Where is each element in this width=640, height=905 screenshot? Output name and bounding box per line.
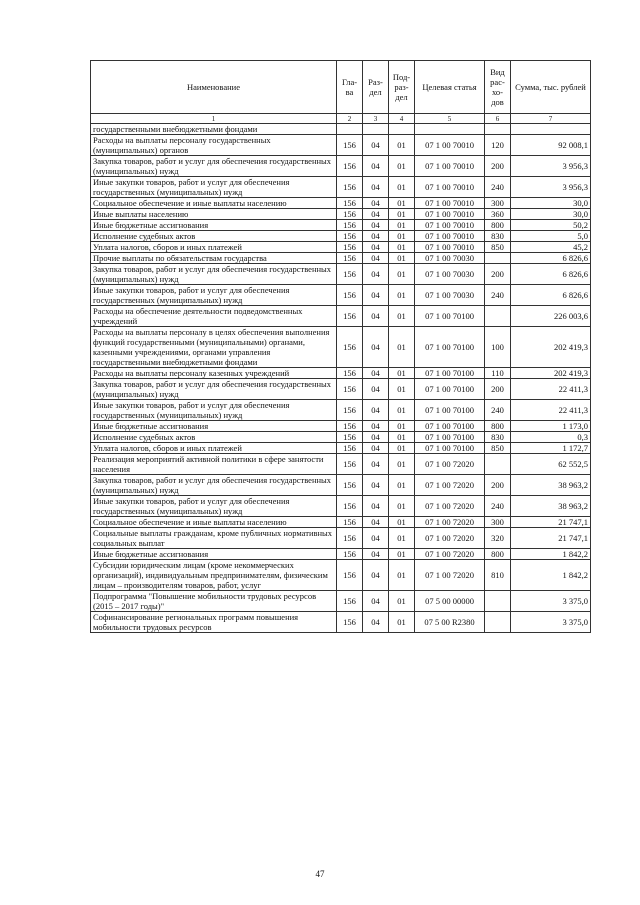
header-podrazdel: Под-раз-дел	[389, 61, 415, 114]
cell-statya: 07 1 00 70010	[415, 242, 485, 253]
cell-glava: 156	[337, 209, 363, 220]
cell-podrazdel: 01	[389, 306, 415, 327]
cell-vid: 810	[485, 560, 511, 591]
cell-razdel: 04	[363, 209, 389, 220]
cell-podrazdel: 01	[389, 379, 415, 400]
cell-name: Иные закупки товаров, работ и услуг для обеспечения государственных (муниципальных) нужд	[91, 496, 337, 517]
column-number: 5	[415, 114, 485, 124]
cell-vid: 800	[485, 220, 511, 231]
cell-statya: 07 1 00 70100	[415, 327, 485, 368]
cell-statya: 07 1 00 70010	[415, 209, 485, 220]
cell-statya: 07 1 00 70010	[415, 135, 485, 156]
cell-statya: 07 1 00 70010	[415, 156, 485, 177]
column-number: 4	[389, 114, 415, 124]
table-row	[91, 379, 591, 400]
cell-razdel: 04	[363, 177, 389, 198]
cell-glava: 156	[337, 253, 363, 264]
cell-razdel: 04	[363, 156, 389, 177]
cell-vid: 300	[485, 517, 511, 528]
cell-vid: 240	[485, 285, 511, 306]
cell-statya: 07 1 00 70100	[415, 368, 485, 379]
cell-glava: 156	[337, 475, 363, 496]
cell-glava: 156	[337, 177, 363, 198]
cell-razdel: 04	[363, 421, 389, 432]
cell-sum: 22 411,3	[511, 400, 591, 421]
cell-vid: 200	[485, 156, 511, 177]
cell-razdel: 04	[363, 443, 389, 454]
table-row	[91, 306, 591, 327]
cell-sum: 22 411,3	[511, 379, 591, 400]
cell-vid: 830	[485, 432, 511, 443]
cell-sum: 21 747,1	[511, 528, 591, 549]
cell-sum: 1 842,2	[511, 560, 591, 591]
table-row	[91, 496, 591, 517]
cell-statya: 07 5 00 00000	[415, 591, 485, 612]
cell-glava: 156	[337, 517, 363, 528]
cell-podrazdel: 01	[389, 242, 415, 253]
cell-statya: 07 1 00 70100	[415, 400, 485, 421]
cell-name: Иные бюджетные ассигнования	[91, 421, 337, 432]
cell-sum: 3 375,0	[511, 612, 591, 633]
table-row	[91, 124, 591, 135]
cell-vid: 240	[485, 177, 511, 198]
cell-razdel: 04	[363, 612, 389, 633]
cell-glava: 156	[337, 443, 363, 454]
cell-name: Исполнение судебных актов	[91, 231, 337, 242]
column-number: 7	[511, 114, 591, 124]
cell-sum: 202 419,3	[511, 327, 591, 368]
table-row	[91, 264, 591, 285]
cell-vid	[485, 306, 511, 327]
cell-podrazdel: 01	[389, 400, 415, 421]
cell-razdel: 04	[363, 198, 389, 209]
cell-razdel: 04	[363, 306, 389, 327]
cell-statya: 07 5 00 R2380	[415, 612, 485, 633]
cell-statya: 07 1 00 72020	[415, 560, 485, 591]
cell-podrazdel: 01	[389, 264, 415, 285]
table-row	[91, 517, 591, 528]
cell-podrazdel: 01	[389, 443, 415, 454]
cell-podrazdel: 01	[389, 209, 415, 220]
cell-statya: 07 1 00 70100	[415, 306, 485, 327]
cell-name: Социальное обеспечение и иные выплаты населению	[91, 517, 337, 528]
cell-podrazdel: 01	[389, 198, 415, 209]
cell-name: Расходы на обеспечение деятельности подведомственных учреждений	[91, 306, 337, 327]
cell-name: Расходы на выплаты персоналу государственных (муниципальных) органов	[91, 135, 337, 156]
cell-glava: 156	[337, 198, 363, 209]
cell-vid	[485, 591, 511, 612]
cell-statya: 07 1 00 72020	[415, 496, 485, 517]
cell-statya: 07 1 00 72020	[415, 517, 485, 528]
cell-podrazdel	[389, 124, 415, 135]
cell-razdel: 04	[363, 327, 389, 368]
cell-razdel: 04	[363, 400, 389, 421]
cell-vid: 300	[485, 198, 511, 209]
cell-vid: 830	[485, 231, 511, 242]
cell-razdel: 04	[363, 528, 389, 549]
cell-name: Социальные выплаты гражданам, кроме публичных нормативных социальных выплат	[91, 528, 337, 549]
cell-sum: 202 419,3	[511, 368, 591, 379]
cell-statya: 07 1 00 70010	[415, 231, 485, 242]
cell-glava: 156	[337, 496, 363, 517]
cell-sum: 226 003,6	[511, 306, 591, 327]
cell-sum: 1 172,7	[511, 443, 591, 454]
cell-vid	[485, 253, 511, 264]
cell-razdel	[363, 124, 389, 135]
cell-podrazdel: 01	[389, 432, 415, 443]
cell-vid: 240	[485, 496, 511, 517]
cell-razdel: 04	[363, 253, 389, 264]
cell-razdel: 04	[363, 549, 389, 560]
table-row	[91, 198, 591, 209]
cell-name: Подпрограмма "Повышение мобильности трудовых ресурсов (2015 – 2017 годы)"	[91, 591, 337, 612]
table-row	[91, 231, 591, 242]
cell-statya: 07 1 00 70030	[415, 285, 485, 306]
cell-podrazdel: 01	[389, 549, 415, 560]
cell-glava: 156	[337, 306, 363, 327]
cell-podrazdel: 01	[389, 496, 415, 517]
cell-vid: 110	[485, 368, 511, 379]
cell-glava: 156	[337, 379, 363, 400]
cell-name: Уплата налогов, сборов и иных платежей	[91, 242, 337, 253]
cell-name: Прочие выплаты по обязательствам государства	[91, 253, 337, 264]
cell-statya: 07 1 00 70100	[415, 379, 485, 400]
cell-sum: 1 173,0	[511, 421, 591, 432]
cell-sum: 30,0	[511, 209, 591, 220]
table-row	[91, 242, 591, 253]
cell-statya: 07 1 00 70030	[415, 253, 485, 264]
cell-razdel: 04	[363, 454, 389, 475]
cell-glava	[337, 124, 363, 135]
header-name: Наименование	[91, 61, 337, 114]
cell-statya: 07 1 00 72020	[415, 454, 485, 475]
cell-podrazdel: 01	[389, 327, 415, 368]
cell-glava: 156	[337, 454, 363, 475]
cell-razdel: 04	[363, 475, 389, 496]
cell-sum: 5,0	[511, 231, 591, 242]
cell-glava: 156	[337, 528, 363, 549]
cell-sum: 3 375,0	[511, 591, 591, 612]
cell-vid: 800	[485, 549, 511, 560]
cell-name: Иные закупки товаров, работ и услуг для обеспечения государственных (муниципальных) нужд	[91, 285, 337, 306]
cell-vid: 240	[485, 400, 511, 421]
cell-podrazdel: 01	[389, 517, 415, 528]
table-row	[91, 135, 591, 156]
cell-razdel: 04	[363, 220, 389, 231]
cell-podrazdel: 01	[389, 421, 415, 432]
cell-vid	[485, 612, 511, 633]
cell-statya: 07 1 00 70010	[415, 198, 485, 209]
cell-name: Иные выплаты населению	[91, 209, 337, 220]
cell-podrazdel: 01	[389, 253, 415, 264]
table-row	[91, 156, 591, 177]
column-number: 1	[91, 114, 337, 124]
cell-vid: 320	[485, 528, 511, 549]
cell-sum: 38 963,2	[511, 475, 591, 496]
header-summa: Сумма, тыс. рублей	[511, 61, 591, 114]
cell-vid: 200	[485, 264, 511, 285]
table-row	[91, 177, 591, 198]
cell-name: Уплата налогов, сборов и иных платежей	[91, 443, 337, 454]
cell-statya: 07 1 00 72020	[415, 475, 485, 496]
cell-glava: 156	[337, 135, 363, 156]
table-row	[91, 591, 591, 612]
cell-vid: 850	[485, 443, 511, 454]
cell-sum: 6 826,6	[511, 264, 591, 285]
cell-name: Закупка товаров, работ и услуг для обеспечения государственных (муниципальных) нужд	[91, 156, 337, 177]
cell-statya: 07 1 00 72020	[415, 549, 485, 560]
cell-razdel: 04	[363, 231, 389, 242]
cell-podrazdel: 01	[389, 156, 415, 177]
cell-vid: 120	[485, 135, 511, 156]
cell-sum: 45,2	[511, 242, 591, 253]
cell-podrazdel: 01	[389, 454, 415, 475]
cell-razdel: 04	[363, 285, 389, 306]
cell-razdel: 04	[363, 264, 389, 285]
cell-sum: 92 008,1	[511, 135, 591, 156]
cell-statya: 07 1 00 70100	[415, 421, 485, 432]
table-row	[91, 253, 591, 264]
table-row	[91, 560, 591, 591]
cell-name: Закупка товаров, работ и услуг для обеспечения государственных (муниципальных) нужд	[91, 264, 337, 285]
cell-name: государственными внебюджетными фондами	[91, 124, 337, 135]
cell-glava: 156	[337, 400, 363, 421]
cell-vid: 850	[485, 242, 511, 253]
cell-name: Иные закупки товаров, работ и услуг для обеспечения государственных (муниципальных) нужд	[91, 177, 337, 198]
cell-statya: 07 1 00 70030	[415, 264, 485, 285]
cell-vid	[485, 454, 511, 475]
table-row	[91, 421, 591, 432]
table-row	[91, 528, 591, 549]
page-number: 47	[315, 869, 325, 879]
cell-vid	[485, 124, 511, 135]
table-row	[91, 285, 591, 306]
cell-glava: 156	[337, 560, 363, 591]
cell-glava: 156	[337, 591, 363, 612]
column-number: 6	[485, 114, 511, 124]
cell-glava: 156	[337, 549, 363, 560]
cell-name: Иные бюджетные ассигнования	[91, 549, 337, 560]
cell-glava: 156	[337, 220, 363, 231]
cell-razdel: 04	[363, 242, 389, 253]
cell-sum: 6 826,6	[511, 253, 591, 264]
cell-name: Социальное обеспечение и иные выплаты населению	[91, 198, 337, 209]
cell-podrazdel: 01	[389, 177, 415, 198]
cell-podrazdel: 01	[389, 612, 415, 633]
cell-name: Иные закупки товаров, работ и услуг для обеспечения государственных (муниципальных) нужд	[91, 400, 337, 421]
cell-podrazdel: 01	[389, 591, 415, 612]
cell-vid: 360	[485, 209, 511, 220]
cell-podrazdel: 01	[389, 475, 415, 496]
cell-name: Закупка товаров, работ и услуг для обеспечения государственных (муниципальных) нужд	[91, 379, 337, 400]
cell-razdel: 04	[363, 432, 389, 443]
cell-razdel: 04	[363, 379, 389, 400]
cell-glava: 156	[337, 231, 363, 242]
cell-statya	[415, 124, 485, 135]
table-row	[91, 209, 591, 220]
cell-sum: 3 956,3	[511, 156, 591, 177]
cell-glava: 156	[337, 242, 363, 253]
cell-name: Исполнение судебных актов	[91, 432, 337, 443]
cell-sum: 6 826,6	[511, 285, 591, 306]
cell-razdel: 04	[363, 135, 389, 156]
cell-vid: 100	[485, 327, 511, 368]
table-row	[91, 475, 591, 496]
cell-podrazdel: 01	[389, 528, 415, 549]
table-row	[91, 400, 591, 421]
column-number: 2	[337, 114, 363, 124]
cell-podrazdel: 01	[389, 285, 415, 306]
cell-sum	[511, 124, 591, 135]
table-row	[91, 220, 591, 231]
cell-podrazdel: 01	[389, 368, 415, 379]
table-row	[91, 454, 591, 475]
table-body	[91, 124, 591, 633]
cell-statya: 07 1 00 72020	[415, 528, 485, 549]
cell-glava: 156	[337, 612, 363, 633]
cell-glava: 156	[337, 432, 363, 443]
cell-podrazdel: 01	[389, 231, 415, 242]
cell-sum: 1 842,2	[511, 549, 591, 560]
cell-name: Закупка товаров, работ и услуг для обеспечения государственных (муниципальных) нужд	[91, 475, 337, 496]
cell-name: Софинансирование региональных программ повышения мобильности трудовых ресурсов	[91, 612, 337, 633]
header-glava: Гла-ва	[337, 61, 363, 114]
cell-podrazdel: 01	[389, 135, 415, 156]
cell-glava: 156	[337, 285, 363, 306]
budget-table	[90, 60, 591, 633]
cell-statya: 07 1 00 70100	[415, 432, 485, 443]
cell-name: Расходы на выплаты персоналу в целях обеспечения выполнения функций государственными (муниципальными) органами, казенными учреждениями, органами управления государственными внебюджетными фондами	[91, 327, 337, 368]
cell-sum: 3 956,3	[511, 177, 591, 198]
cell-razdel: 04	[363, 560, 389, 591]
cell-vid: 800	[485, 421, 511, 432]
table-row	[91, 327, 591, 368]
cell-name: Субсидии юридическим лицам (кроме некоммерческих организаций), индивидуальным предпринимателям, физическим лицам – производителям товаров, работ, услуг	[91, 560, 337, 591]
table-header-row	[91, 61, 591, 114]
table-row	[91, 368, 591, 379]
column-numbers-row	[91, 114, 591, 124]
cell-glava: 156	[337, 156, 363, 177]
table-row	[91, 612, 591, 633]
header-razdel: Раз-дел	[363, 61, 389, 114]
cell-glava: 156	[337, 327, 363, 368]
cell-sum: 30,0	[511, 198, 591, 209]
cell-razdel: 04	[363, 368, 389, 379]
cell-vid: 200	[485, 379, 511, 400]
header-vid: Вид рас-хо-дов	[485, 61, 511, 114]
cell-name: Реализация мероприятий активной политики в сфере занятости населения	[91, 454, 337, 475]
cell-statya: 07 1 00 70010	[415, 177, 485, 198]
cell-sum: 21 747,1	[511, 517, 591, 528]
cell-sum: 62 552,5	[511, 454, 591, 475]
cell-name: Расходы на выплаты персоналу казенных учреждений	[91, 368, 337, 379]
cell-podrazdel: 01	[389, 560, 415, 591]
cell-razdel: 04	[363, 517, 389, 528]
cell-glava: 156	[337, 264, 363, 285]
cell-sum: 50,2	[511, 220, 591, 231]
cell-glava: 156	[337, 421, 363, 432]
cell-vid: 200	[485, 475, 511, 496]
cell-name: Иные бюджетные ассигнования	[91, 220, 337, 231]
table-row	[91, 432, 591, 443]
cell-podrazdel: 01	[389, 220, 415, 231]
cell-statya: 07 1 00 70100	[415, 443, 485, 454]
table-row	[91, 549, 591, 560]
header-statya: Целевая статья	[415, 61, 485, 114]
table-row	[91, 443, 591, 454]
cell-sum: 0,3	[511, 432, 591, 443]
cell-sum: 38 963,2	[511, 496, 591, 517]
column-number: 3	[363, 114, 389, 124]
cell-statya: 07 1 00 70010	[415, 220, 485, 231]
cell-razdel: 04	[363, 496, 389, 517]
cell-glava: 156	[337, 368, 363, 379]
cell-razdel: 04	[363, 591, 389, 612]
